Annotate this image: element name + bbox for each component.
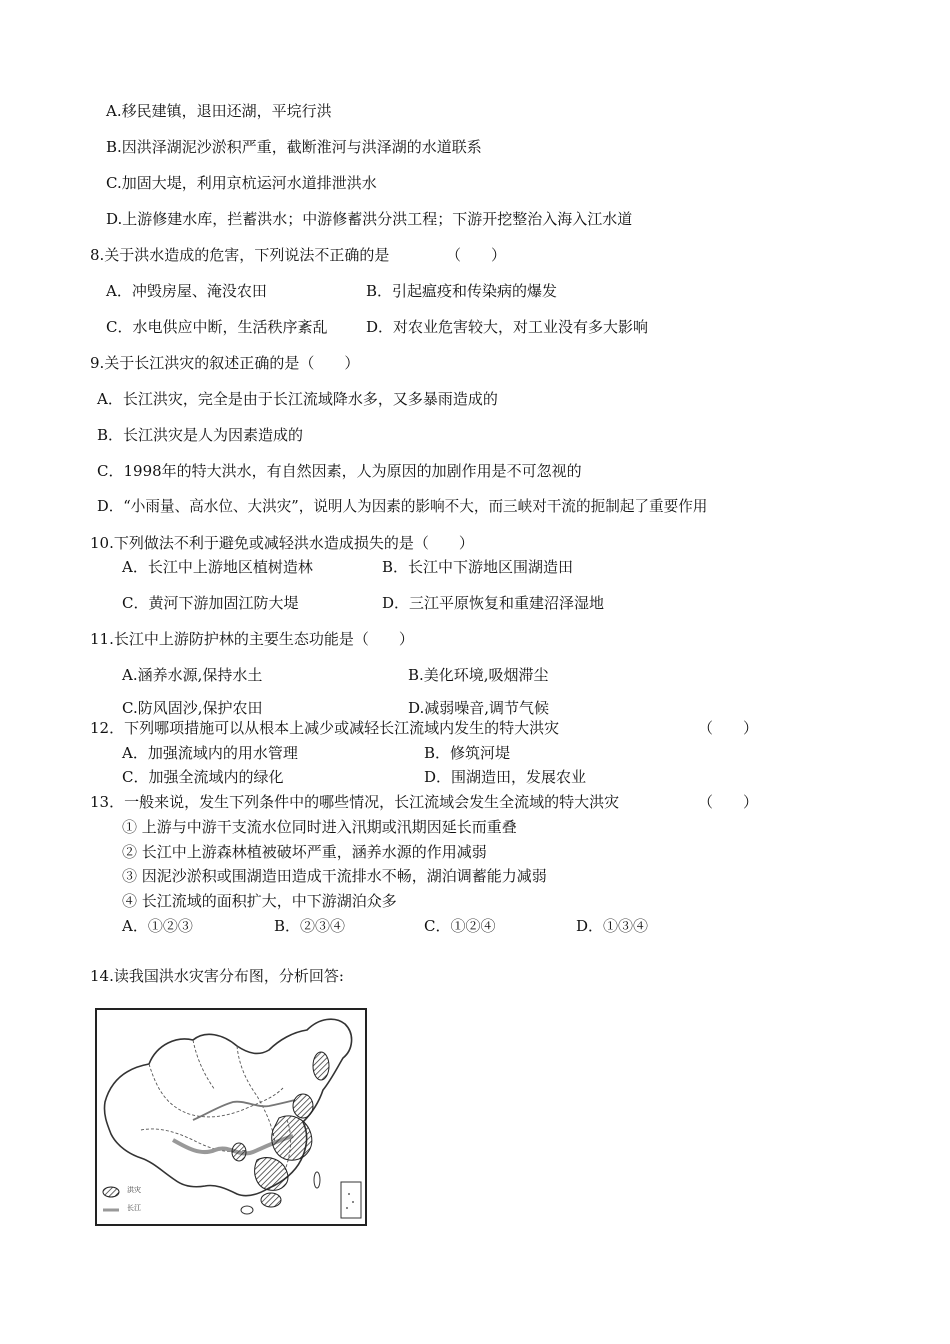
q10-option-a: A．长江中上游地区植树造林 (122, 558, 313, 576)
q7-option-a: A.移民建镇，退田还湖，平垸行洪 (106, 102, 332, 120)
q12-option-c: C．加强全流域内的绿化 (122, 768, 284, 786)
q11-option-c: C.防风固沙,保护农田 (122, 699, 263, 717)
flood-area (272, 1116, 312, 1160)
q14-stem: 14.读我国洪水灾害分布图，分析回答: (90, 967, 344, 985)
q10-option-c: C．黄河下游加固江防大堤 (122, 594, 299, 612)
flood-area (313, 1052, 329, 1080)
q8-answer-paren: （ ） (446, 246, 507, 264)
q11-stem: 11.长江中上游防护林的主要生态功能是（ ） (90, 630, 414, 648)
q13-option-d: D．①③④ (576, 917, 649, 935)
q10-option-d: D．三江平原恢复和重建沼泽湿地 (382, 594, 605, 612)
q10-stem: 10.下列做法不利于避免或减轻洪水造成损失的是（ ） (90, 534, 474, 552)
q9-option-c: C．1998年的特大洪水，有自然因素，人为原因的加剧作用是不可忽视的 (97, 462, 582, 480)
q7-option-b: B.因洪泽湖泥沙淤积严重，截断淮河与洪泽湖的水道联系 (106, 138, 482, 156)
flood-area (232, 1143, 246, 1161)
q10-option-b: B．长江中下游地区围湖造田 (382, 558, 574, 576)
legend-flood-label: 洪灾 (127, 1186, 141, 1194)
q12-stem: 12．下列哪项措施可以从根本上减少或减轻长江流域内发生的特大洪灾 (90, 719, 560, 737)
q9-option-d: D．“小雨量、高水位、大洪灾”，说明人为因素的影响不大，而三峡对干流的扼制起了重要作用 (97, 498, 708, 515)
q11-option-b: B.美化环境,吸烟滞尘 (408, 666, 549, 684)
q13-condition-4: ④ 长江流域的面积扩大，中下游湖泊众多 (122, 892, 397, 910)
south-sea-inset (341, 1182, 361, 1218)
q7-option-d: D.上游修建水库，拦蓄洪水；中游修蓄洪分洪工程；下游开挖整治入海入江水道 (106, 210, 633, 228)
q13-option-b: B．②③④ (274, 917, 346, 935)
q13-stem: 13．一般来说，发生下列条件中的哪些情况，长江流域会发生全流域的特大洪灾 (90, 793, 620, 811)
q9-stem: 9.关于长江洪灾的叙述正确的是（ ） (90, 354, 360, 372)
q12-option-a: A．加强流域内的用水管理 (122, 744, 298, 762)
flood-area (293, 1094, 313, 1118)
q8-option-d: D．对农业危害较大，对工业没有多大影响 (366, 318, 649, 336)
taiwan-island (314, 1172, 320, 1188)
q8-stem: 8.关于洪水造成的危害，下列说法不正确的是 (90, 246, 390, 264)
hainan-island (241, 1206, 253, 1214)
flood-distribution-map (95, 1008, 367, 1226)
q11-option-a: A.涵养水源,保持水土 (122, 666, 263, 684)
q8-option-a: A．冲毁房屋、淹没农田 (106, 282, 267, 300)
province-boundary (237, 1046, 275, 1144)
province-boundary (193, 1040, 215, 1090)
q12-option-b: B．修筑河堤 (424, 744, 511, 762)
flood-area (261, 1193, 281, 1207)
q13-condition-2: ② 长江中上游森林植被破坏严重，涵养水源的作用减弱 (122, 843, 487, 861)
legend-river-label: 长江 (127, 1204, 141, 1212)
legend-flood-swatch (103, 1187, 119, 1197)
q13-condition-3: ③ 因泥沙淤积或围湖造田造成干流排水不畅，湖泊调蓄能力减弱 (122, 867, 547, 885)
q12-option-d: D．围湖造田，发展农业 (424, 768, 587, 786)
q13-answer-paren: （ ） (698, 793, 759, 811)
q12-answer-paren: （ ） (698, 719, 759, 737)
q9-option-a: A．长江洪灾，完全是由于长江流域降水多，又多暴雨造成的 (97, 390, 498, 408)
q13-condition-1: ① 上游与中游干支流水位同时进入汛期或汛期因延长而重叠 (122, 818, 517, 836)
q13-option-a: A．①②③ (122, 917, 193, 935)
q9-option-b: B．长江洪灾是人为因素造成的 (97, 426, 304, 444)
q11-option-d: D.减弱噪音,调节气候 (408, 699, 550, 717)
q13-option-c: C．①②④ (424, 917, 496, 935)
flood-area (255, 1158, 288, 1191)
q8-option-b: B．引起瘟疫和传染病的爆发 (366, 282, 558, 300)
china-outline (104, 1019, 351, 1195)
q8-option-c: C．水电供应中断，生活秩序紊乱 (106, 318, 328, 336)
q7-option-c: C.加固大堤，利用京杭运河水道排泄洪水 (106, 174, 377, 192)
